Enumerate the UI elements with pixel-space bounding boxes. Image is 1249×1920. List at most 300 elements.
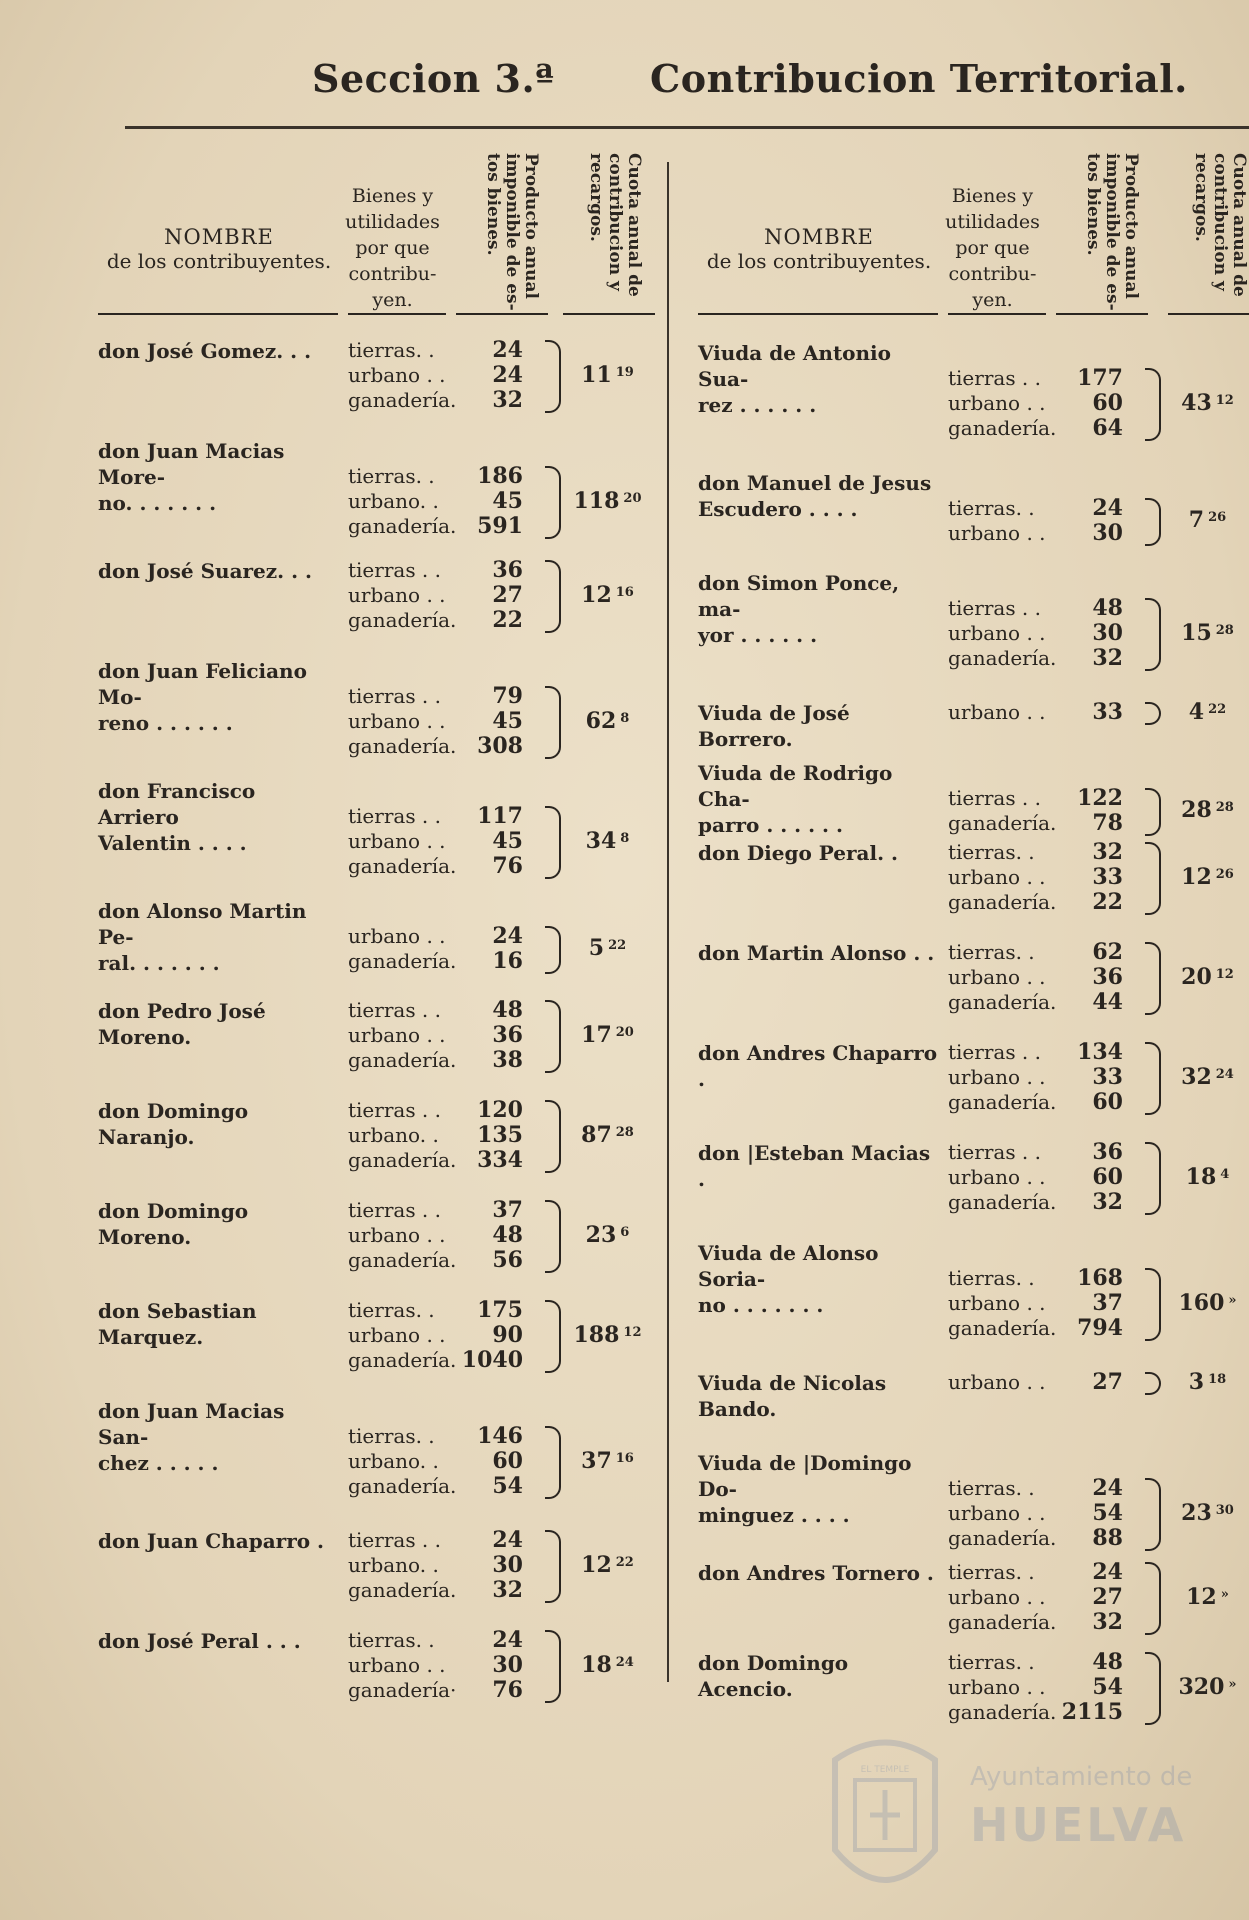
goods-kind: ganadería. (948, 416, 1057, 440)
goods-row (948, 1291, 1148, 1316)
product-amount: 60 (1092, 1164, 1123, 1190)
quota-main: 20 (1181, 963, 1212, 990)
header-underline (348, 313, 446, 315)
goods-row (948, 865, 1148, 890)
goods-kind: ganadería. (948, 1090, 1057, 1114)
contributor-name: don Martin Alonso . . (698, 941, 935, 965)
goods-row (348, 684, 548, 709)
watermark (820, 1720, 1220, 1920)
quota-fraction: 28 (1215, 800, 1234, 815)
goods-kind: urbano . . (348, 1653, 446, 1677)
contributor-name: don José Peral . . . (98, 1629, 301, 1653)
quota-value (1160, 1290, 1249, 1316)
header-name-caption: NOMBRE (764, 225, 874, 249)
watermark-line2: HUELVA (970, 1798, 1187, 1852)
goods-row (348, 558, 548, 583)
goods-kind: ganadería. (348, 854, 457, 878)
section-heading: Seccion 3.ª (312, 56, 555, 101)
product-amount: 24 (492, 1527, 523, 1553)
quota-fraction: 4 (1220, 1166, 1230, 1182)
goods-row (348, 1678, 548, 1703)
goods-rows (948, 786, 1148, 836)
brace (1145, 1142, 1161, 1215)
goods-kind: ganadería. (348, 1474, 457, 1498)
goods-kind: tierras. . (948, 940, 1035, 964)
brace (545, 1530, 561, 1603)
quota-main: 12 (581, 1551, 612, 1578)
goods-row (948, 811, 1148, 836)
quota-main: 37 (581, 1447, 612, 1474)
product-amount: 62 (1092, 939, 1123, 965)
goods-rows (948, 940, 1148, 1015)
goods-row (948, 700, 1148, 725)
contributor-name: Viuda de Rodrigo Cha- parro . . . . . . (698, 761, 893, 837)
goods-kind: tierras . . (948, 366, 1042, 390)
quota-main: 23 (1181, 1499, 1212, 1526)
brace (545, 1426, 561, 1499)
product-amount: 591 (477, 513, 523, 539)
brace (545, 926, 561, 974)
goods-kind: ganadería. (948, 1316, 1057, 1340)
quota-value (560, 1022, 655, 1048)
goods-row (948, 890, 1148, 915)
product-amount: 24 (492, 362, 523, 388)
goods-row (948, 496, 1148, 521)
quota-value (1160, 390, 1249, 416)
goods-kind: urbano . . (348, 829, 446, 853)
goods-rows (948, 1370, 1148, 1395)
goods-row (348, 709, 548, 734)
goods-kind: urbano . . (948, 621, 1046, 645)
goods-row (348, 1348, 548, 1373)
goods-kind: tierras. . (948, 1476, 1035, 1500)
goods-row (948, 1526, 1148, 1551)
goods-row (348, 1048, 548, 1073)
goods-kind: ganadería. (948, 1526, 1057, 1550)
goods-row (948, 990, 1148, 1015)
goods-kind: tierras . . (348, 1098, 442, 1122)
goods-kind: ganadería. (348, 388, 457, 412)
product-amount: 308 (477, 733, 523, 759)
goods-row (948, 1065, 1148, 1090)
goods-row (948, 1266, 1148, 1291)
product-amount: 78 (1092, 810, 1123, 836)
goods-row (348, 1553, 548, 1578)
contributor-name: don Andres Tornero . (698, 1561, 934, 1585)
product-amount: 32 (492, 1577, 523, 1603)
quota-value (1160, 1164, 1249, 1190)
table-header (698, 145, 1249, 320)
product-amount: 33 (1092, 864, 1123, 890)
product-amount: 32 (1092, 645, 1123, 671)
product-amount: 54 (1092, 1500, 1123, 1526)
goods-kind: ganadería. (948, 1190, 1057, 1214)
goods-kind: urbano . . (348, 583, 446, 607)
goods-kind: ganadería. (348, 734, 457, 758)
product-amount: 175 (477, 1297, 523, 1323)
quota-fraction: 12 (1215, 392, 1234, 408)
contributor-name: Viuda de Alonso Soria- no . . . . . . . (698, 1241, 879, 1317)
product-amount: 48 (1092, 1649, 1123, 1675)
quota-fraction: 22 (1208, 701, 1227, 717)
quota-fraction: 12 (1215, 966, 1234, 982)
goods-rows (348, 998, 548, 1073)
goods-kind: urbano. . (348, 1553, 439, 1577)
quota-main: 18 (581, 1651, 612, 1678)
goods-rows (948, 366, 1148, 441)
quota-value (1160, 964, 1249, 990)
goods-kind: urbano . . (948, 1675, 1046, 1699)
product-amount: 22 (1092, 889, 1123, 915)
quota-fraction: » (1228, 1292, 1237, 1308)
quota-main: 34 (585, 827, 617, 854)
goods-kind: tierras . . (948, 1040, 1042, 1064)
brace (1145, 498, 1161, 546)
header-name-caption: NOMBRE (164, 225, 274, 249)
product-amount: 44 (1092, 989, 1123, 1015)
quota-value (1160, 620, 1249, 646)
goods-kind: urbano . . (348, 1023, 446, 1047)
contributor-name: Viuda de José Borrero. (698, 701, 850, 751)
product-amount: 27 (1092, 1584, 1123, 1610)
goods-kind: tierras. . (948, 1266, 1035, 1290)
goods-rows (948, 700, 1148, 725)
quota-fraction: 16 (615, 584, 634, 600)
brace (545, 806, 561, 879)
contributor-name: Viuda de |Domingo Do- minguez . . . . (698, 1451, 912, 1527)
product-amount: 2115 (1061, 1699, 1123, 1725)
brace (545, 340, 561, 413)
brace (545, 686, 561, 759)
right-column (698, 145, 1249, 1725)
product-amount: 32 (1092, 1609, 1123, 1635)
goods-row (948, 1165, 1148, 1190)
goods-kind: tierras . . (948, 1140, 1042, 1164)
goods-row (348, 583, 548, 608)
goods-row (948, 521, 1148, 546)
quota-value (1160, 1369, 1249, 1395)
quota-value (560, 1222, 655, 1248)
goods-row (348, 608, 548, 633)
header-underline (563, 313, 655, 315)
header-product: Producto anual imponible de es-tos bienes. (483, 153, 541, 311)
product-amount: 146 (477, 1423, 523, 1449)
goods-rows (348, 1098, 548, 1173)
product-amount: 24 (1092, 1475, 1123, 1501)
goods-row (348, 464, 548, 489)
goods-kind: urbano . . (948, 1165, 1046, 1189)
product-amount: 27 (492, 582, 523, 608)
goods-rows (348, 1528, 548, 1603)
quota-value (1160, 1674, 1249, 1700)
goods-kind: urbano . . (348, 1223, 446, 1247)
product-amount: 16 (492, 948, 523, 974)
goods-row (348, 1023, 548, 1048)
quota-main: 7 (1188, 507, 1205, 533)
goods-row (948, 1585, 1148, 1610)
product-amount: 24 (492, 923, 523, 949)
quota-value (560, 935, 655, 961)
product-amount: 32 (492, 387, 523, 413)
brace (1145, 842, 1161, 915)
goods-row (348, 804, 548, 829)
goods-row (948, 1675, 1148, 1700)
quota-value (560, 1322, 655, 1348)
goods-rows (948, 596, 1148, 671)
goods-row (348, 829, 548, 854)
contributor-name: don Sebastian Marquez. (98, 1299, 257, 1349)
product-amount: 30 (1092, 620, 1123, 646)
goods-kind: ganadería. (348, 608, 457, 632)
quota-fraction: » (1228, 1676, 1237, 1692)
product-amount: 334 (477, 1147, 523, 1173)
quota-value (1160, 507, 1249, 533)
goods-row (948, 1140, 1148, 1165)
goods-rows (348, 1198, 548, 1273)
goods-row (348, 338, 548, 363)
goods-kind: ganadería. (348, 1148, 457, 1172)
quota-value (560, 1448, 655, 1474)
contributor-name: don |Esteban Macias . (698, 1141, 931, 1191)
product-amount: 88 (1092, 1525, 1123, 1551)
product-amount: 24 (1092, 1559, 1123, 1585)
product-amount: 76 (492, 1677, 523, 1703)
product-amount: 168 (1077, 1265, 1123, 1291)
product-amount: 30 (1092, 520, 1123, 546)
goods-kind: urbano . . (348, 1323, 446, 1347)
goods-row (948, 965, 1148, 990)
goods-rows (948, 840, 1148, 915)
brace (1145, 788, 1161, 836)
brace (1145, 702, 1161, 725)
goods-kind: ganadería. (948, 811, 1057, 835)
header-goods: Bienes y utilidades por que contribu-yen. (945, 185, 1040, 311)
product-amount: 79 (492, 683, 523, 709)
header-quota: Cuota anual de contribucion y recargos. (1191, 153, 1249, 297)
goods-row (348, 388, 548, 413)
quota-fraction: 20 (615, 1024, 634, 1040)
goods-row (348, 949, 548, 974)
goods-row (948, 1190, 1148, 1215)
quota-main: 15 (1181, 619, 1212, 646)
product-amount: 120 (477, 1097, 523, 1123)
header-name-subtitle: de los contribuyentes. (706, 249, 932, 273)
quota-main: 12 (1186, 1583, 1217, 1610)
quota-value (560, 828, 655, 854)
product-amount: 36 (1092, 1139, 1123, 1165)
goods-row (948, 366, 1148, 391)
quota-value (560, 1652, 655, 1678)
goods-kind: tierras . . (948, 596, 1042, 620)
goods-row (948, 786, 1148, 811)
contributor-name: don Alonso Martin Pe- ral. . . . . . . (98, 899, 307, 975)
brace (1145, 1652, 1161, 1725)
quota-value (560, 708, 655, 734)
quota-main: 17 (581, 1021, 612, 1048)
header-name-subtitle: de los contribuyentes. (106, 249, 332, 273)
watermark-line1: Ayuntamiento de (970, 1762, 1193, 1792)
brace (545, 560, 561, 633)
header-rule (125, 126, 1249, 129)
goods-kind: tierras. . (948, 840, 1035, 864)
goods-row (948, 1090, 1148, 1115)
goods-rows (948, 1650, 1148, 1725)
goods-kind: urbano . . (948, 1370, 1046, 1394)
goods-kind: tierras. . (948, 496, 1035, 520)
goods-row (348, 363, 548, 388)
contributor-name: Viuda de Nicolas Bando. (698, 1371, 887, 1421)
quota-fraction: 22 (615, 1554, 634, 1570)
product-amount: 24 (492, 1627, 523, 1653)
product-amount: 64 (1092, 415, 1123, 441)
goods-rows (348, 804, 548, 879)
quota-main: 11 (581, 361, 612, 388)
table-header (98, 145, 658, 320)
product-amount: 24 (1092, 495, 1123, 521)
goods-row (348, 1123, 548, 1148)
goods-rows (948, 496, 1148, 546)
goods-kind: tierras . . (948, 786, 1042, 810)
goods-kind: tierras . . (348, 1528, 442, 1552)
quota-main: 188 (573, 1321, 620, 1348)
goods-row (948, 1501, 1148, 1526)
product-amount: 134 (1077, 1039, 1123, 1065)
contributor-name: don Andres Chaparro . (698, 1041, 938, 1091)
goods-kind: tierras. . (348, 464, 435, 488)
brace (545, 1200, 561, 1273)
quota-main: 43 (1181, 389, 1212, 416)
goods-rows (948, 1560, 1148, 1635)
goods-row (948, 1316, 1148, 1341)
goods-kind: tierras. . (348, 1424, 435, 1448)
goods-row (948, 646, 1148, 671)
goods-kind: tierras. . (948, 1560, 1035, 1584)
contributor-name: don Simon Ponce, ma- yor . . . . . . (698, 571, 900, 647)
product-amount: 33 (1092, 699, 1123, 725)
product-amount: 56 (492, 1247, 523, 1273)
brace (1145, 1478, 1161, 1551)
brace (1145, 942, 1161, 1015)
goods-row (348, 1198, 548, 1223)
quota-main: 32 (1181, 1063, 1212, 1090)
product-amount: 37 (492, 1197, 523, 1223)
quota-value (1160, 699, 1249, 725)
goods-row (348, 1298, 548, 1323)
goods-row (948, 1476, 1148, 1501)
product-amount: 24 (492, 337, 523, 363)
goods-kind: urbano . . (948, 1291, 1046, 1315)
quota-value (1160, 797, 1249, 823)
product-amount: 45 (492, 828, 523, 854)
page-title: Contribucion Territorial. (650, 56, 1188, 101)
product-amount: 60 (1092, 1089, 1123, 1115)
header-underline (1056, 313, 1148, 315)
goods-row (948, 416, 1148, 441)
product-amount: 117 (477, 803, 523, 829)
product-amount: 27 (1092, 1369, 1123, 1395)
goods-rows (948, 1266, 1148, 1341)
goods-kind: tierras. . (348, 1298, 435, 1322)
goods-kind: urbano . . (948, 700, 1046, 724)
quota-value (560, 582, 655, 608)
contributor-name: don José Gomez. . . (98, 339, 312, 363)
quota-fraction: 24 (1215, 1066, 1234, 1082)
brace (1145, 1562, 1161, 1635)
quota-fraction: 8 (620, 830, 630, 846)
goods-row (348, 734, 548, 759)
brace (545, 1000, 561, 1073)
header-underline (1168, 313, 1249, 315)
contributor-name: don Juan Macias San- chez . . . . . (98, 1399, 285, 1475)
header-name-cell (698, 225, 940, 273)
goods-kind: tierras . . (348, 804, 442, 828)
header-name-cell (98, 225, 340, 273)
product-amount: 22 (492, 607, 523, 633)
goods-row (348, 1653, 548, 1678)
goods-row (348, 1628, 548, 1653)
product-amount: 37 (1092, 1290, 1123, 1316)
header-quota: Cuota anual de contribucion y recargos. (586, 153, 644, 297)
goods-row (948, 596, 1148, 621)
brace (545, 466, 561, 539)
quota-value (1160, 864, 1249, 890)
goods-row (948, 391, 1148, 416)
quota-main: 28 (1181, 797, 1212, 823)
goods-rows (348, 558, 548, 633)
contributor-name: don Diego Peral. . (698, 841, 898, 865)
quota-fraction: 19 (615, 364, 634, 380)
goods-kind: tierras. . (348, 1628, 435, 1652)
product-amount: 177 (1077, 365, 1123, 391)
quota-main: 18 (1185, 1163, 1217, 1190)
quota-value (560, 1552, 655, 1578)
product-amount: 36 (492, 557, 523, 583)
product-amount: 90 (492, 1322, 523, 1348)
contributor-name: don Juan Chaparro . (98, 1529, 324, 1553)
brace (1145, 1372, 1161, 1395)
quota-main: 87 (581, 1121, 612, 1148)
goods-kind: urbano. . (348, 1449, 439, 1473)
product-amount: 122 (1077, 785, 1123, 811)
goods-kind: ganadería. (348, 1048, 457, 1072)
goods-rows (348, 924, 548, 974)
goods-kind: ganadería. (348, 1248, 457, 1272)
brace (1145, 368, 1161, 441)
goods-row (348, 1323, 548, 1348)
product-amount: 36 (492, 1022, 523, 1048)
goods-kind: urbano . . (948, 391, 1046, 415)
contributor-name: don Domingo Moreno. (98, 1199, 249, 1249)
goods-row (348, 1449, 548, 1474)
shield-icon (820, 1720, 950, 1915)
quota-fraction: 12 (623, 1324, 642, 1340)
quota-main: 160 (1178, 1289, 1225, 1316)
quota-main: 3 (1188, 1368, 1205, 1395)
quota-main: 12 (581, 581, 612, 608)
quota-fraction: 28 (1215, 622, 1234, 638)
quota-main: 23 (585, 1221, 617, 1248)
brace (545, 1300, 561, 1373)
goods-kind: tierras . . (348, 998, 442, 1022)
quota-fraction: 26 (1208, 510, 1227, 525)
contributor-name: don Francisco Arriero Valentin . . . . (98, 779, 256, 855)
quota-main: 5 (588, 935, 605, 961)
column-divider (667, 162, 669, 1682)
goods-row (948, 940, 1148, 965)
goods-row (348, 924, 548, 949)
goods-kind: ganadería. (348, 949, 457, 973)
goods-kind: ganadería. (948, 646, 1057, 670)
